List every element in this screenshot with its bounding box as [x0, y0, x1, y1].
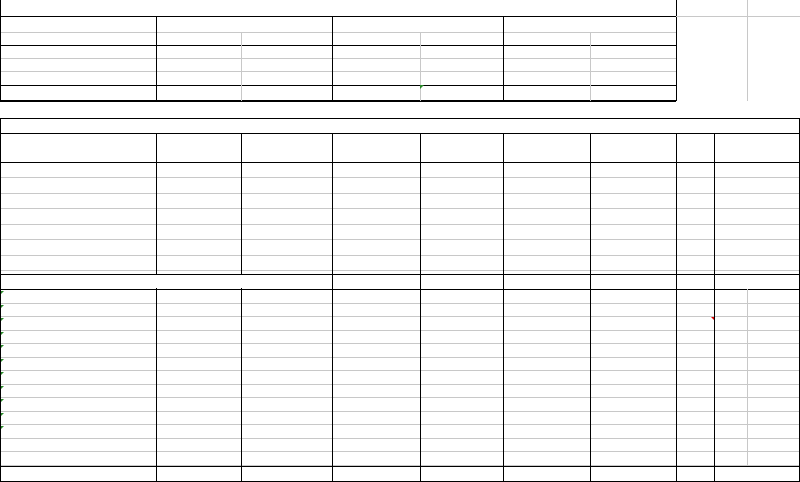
merged-cell [1, 275, 331, 288]
grid-line [0, 193, 800, 194]
grid-line [0, 224, 800, 225]
grid-line [332, 133, 333, 482]
cell-comment-marker [420, 85, 424, 89]
grid-line [503, 16, 504, 101]
grid-line [503, 133, 504, 482]
grid-line [0, 438, 800, 439]
grid-line [0, 270, 800, 271]
grid-line [0, 16, 676, 17]
grid-line [0, 255, 800, 256]
grid-line [0, 162, 800, 163]
grid-line [0, 424, 800, 425]
grid-line [332, 16, 333, 101]
grid-line [0, 384, 800, 385]
grid-line [420, 32, 421, 101]
grid-line [0, 343, 800, 344]
grid-line [241, 133, 242, 482]
grid-line [0, 411, 800, 412]
grid-line [0, 71, 676, 72]
grid-line [0, 316, 800, 317]
grid-line [0, 357, 800, 358]
grid-line [0, 0, 1, 101]
grid-line [0, 85, 676, 86]
grid-line [241, 32, 242, 101]
grid-line [156, 133, 157, 482]
grid-line [0, 451, 800, 452]
grid-line [714, 133, 715, 482]
grid-line [676, 133, 677, 482]
grid-line [0, 177, 800, 178]
grid-line [156, 16, 157, 101]
grid-line [676, 16, 800, 17]
grid-line [0, 133, 800, 134]
grid-line [0, 208, 800, 209]
grid-line [0, 330, 800, 331]
grid-line [0, 118, 800, 119]
grid-line [0, 45, 676, 46]
grid-line [0, 466, 800, 467]
grid-line [590, 32, 591, 101]
grid-line [0, 303, 800, 304]
grid-line [0, 58, 676, 59]
grid-line [420, 133, 421, 482]
grid-line [0, 118, 1, 482]
grid-line [0, 239, 800, 240]
grid-line [0, 101, 676, 102]
grid-line [0, 397, 800, 398]
grid-line [0, 32, 676, 33]
grid-line [0, 289, 800, 290]
grid-line [747, 289, 748, 466]
grid-line [590, 133, 591, 482]
grid-line [0, 370, 800, 371]
